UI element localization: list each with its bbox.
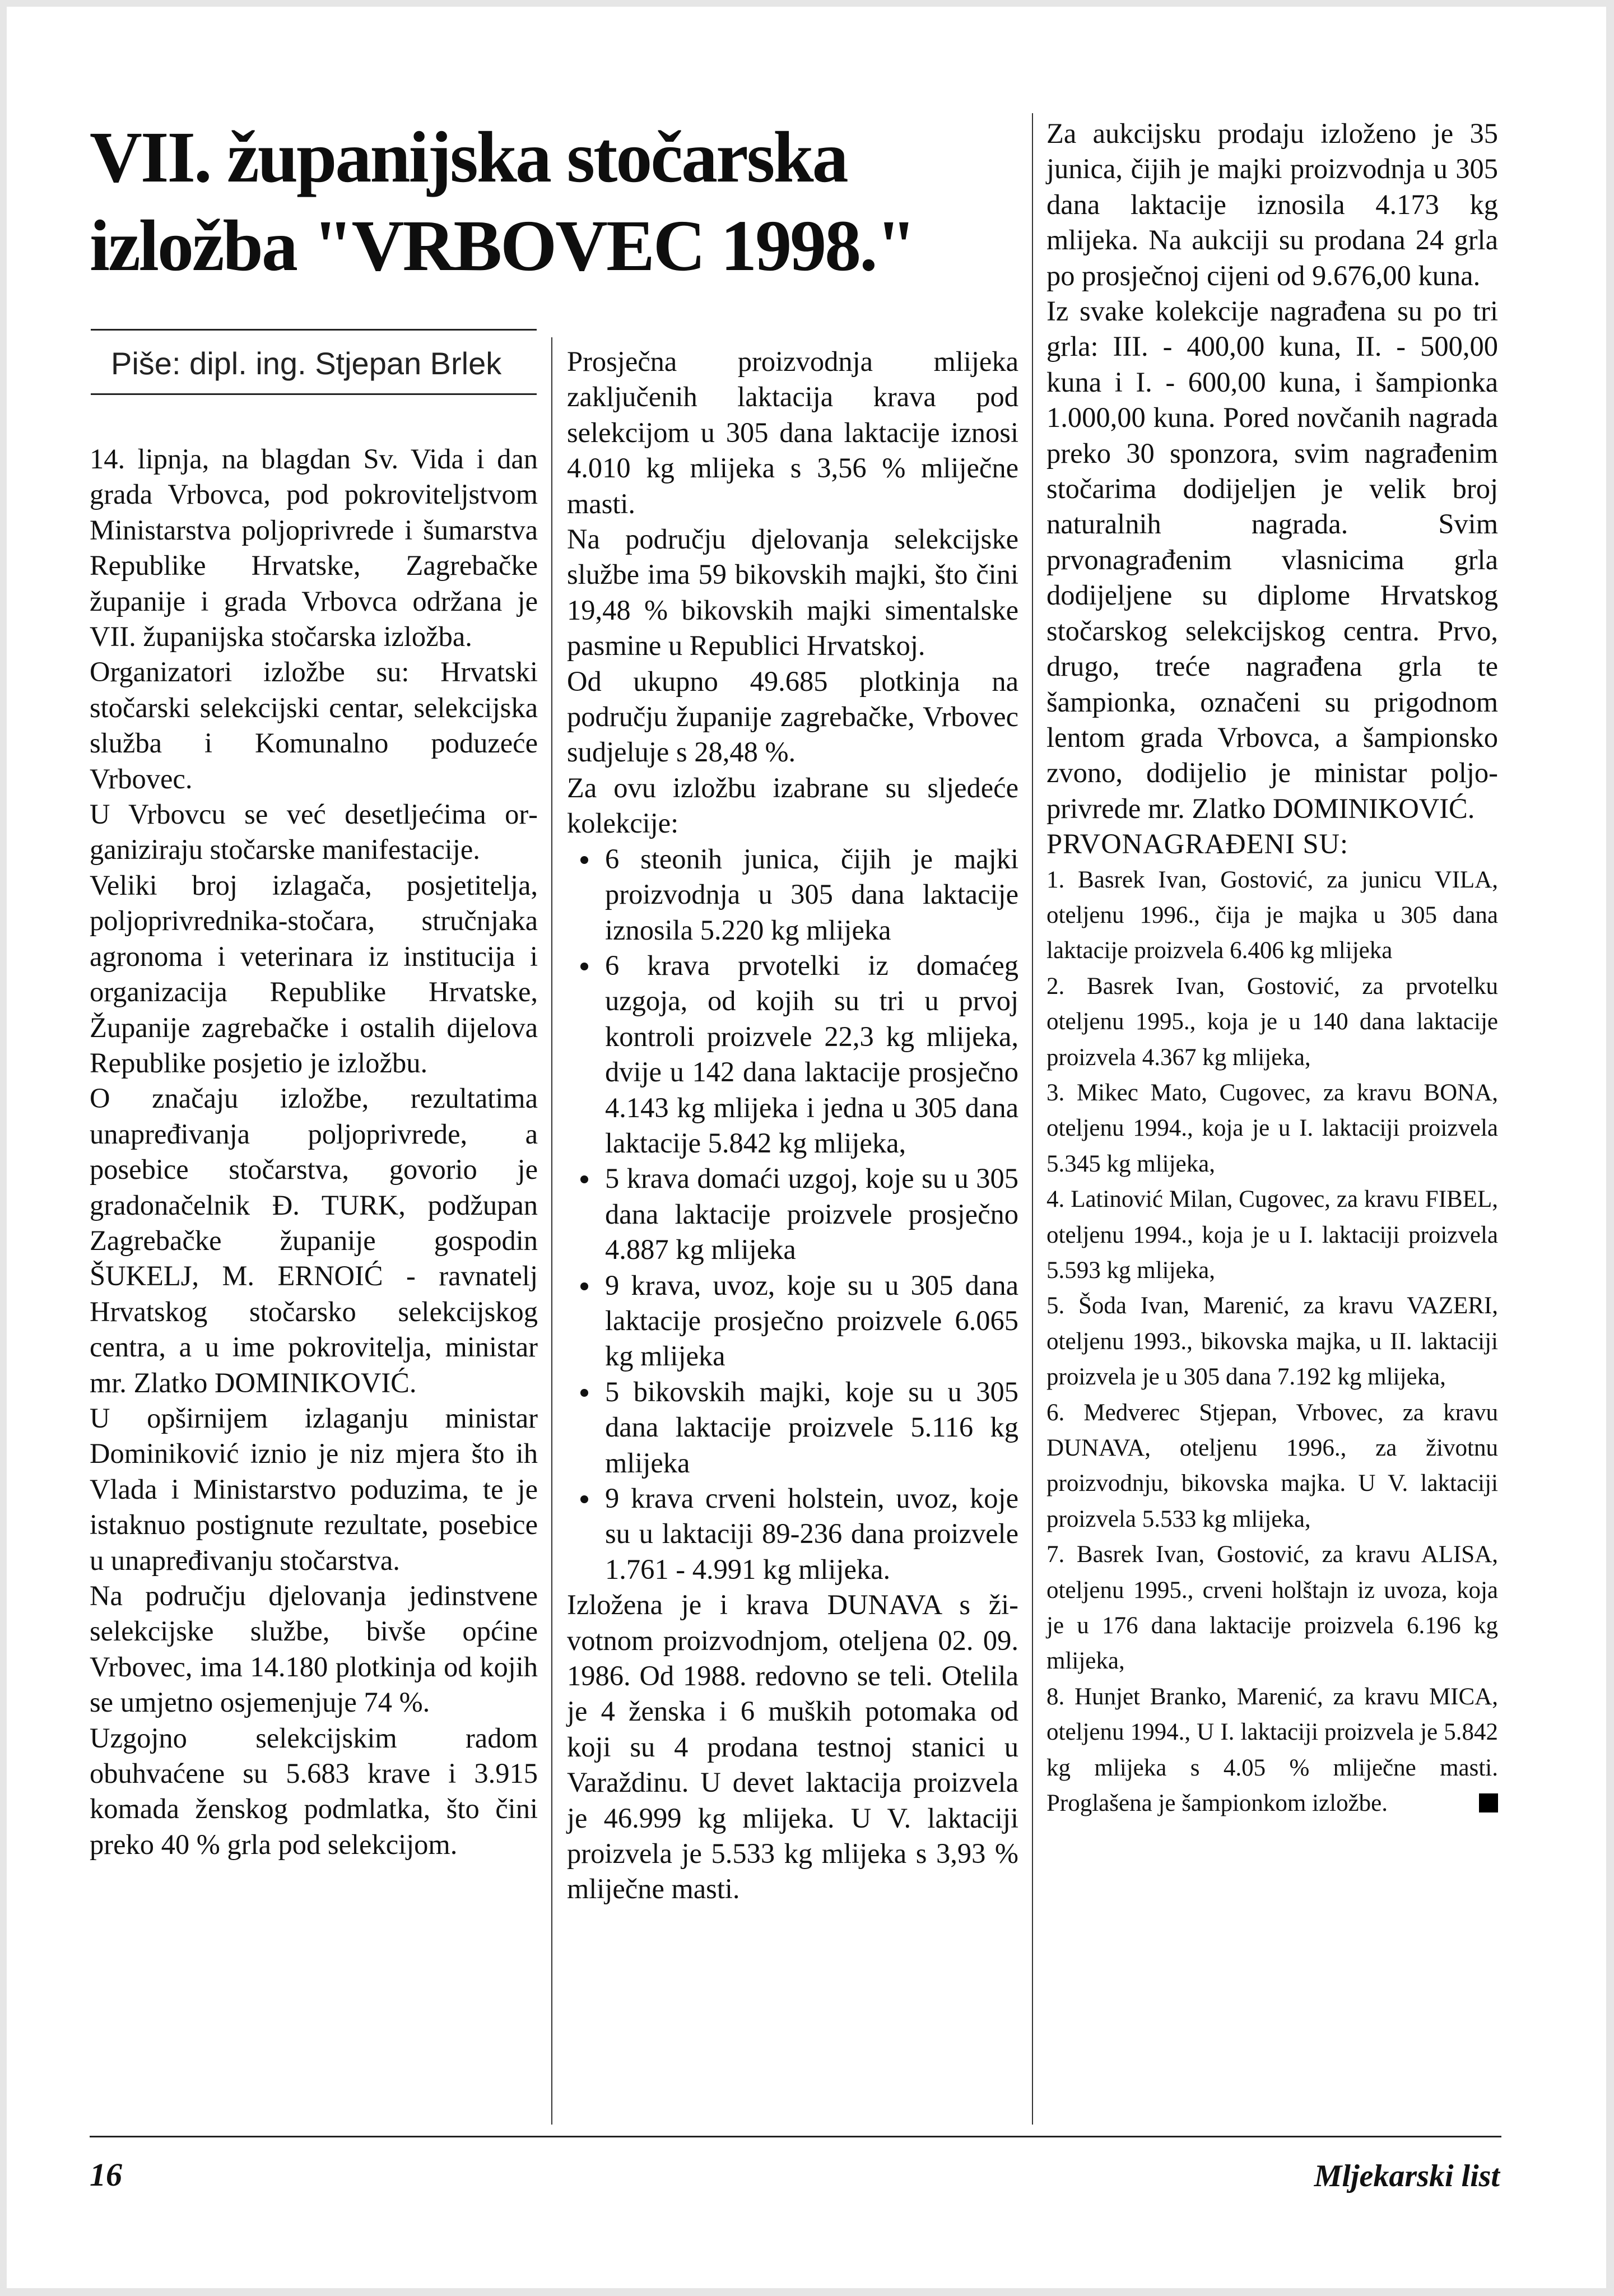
- collection-item: 5 krava domaći uzgoj, koje su u 305 dana laktacije proizvele prosječno 4.887 kg mlijeka: [567, 1161, 1018, 1267]
- col1-paragraph: O značaju izložbe, rezultatima unapređivanja poljoprivrede, a posebice stočarstva, govorio je gradonačelnik Đ. TURK, podžupan Zagrebačke županije gospodin ŠUKELJ, M. ERNOIĆ - ravnatelj Hrvatskog stočarsko selekcijskog centra, a u ime pokrovitelja, ministar mr. Zlatko DOMINIKOVIĆ.: [90, 1082, 538, 1398]
- col2-paragraph: Izložena je i krava DUNAVA s životnom proizvodnjom, oteljena 02. 09. 1986. Od 1988. redovno se teli. Otelila je 4 ženska i 6 muških potomaka od koji su 4 prodana testnoj stanici u Varaždinu. U devet laktacija proizvela je 46.999 kg mlijeka. U V. laktaciji proizvela je 5.533 kg mlijeka s 3,93 % mliječne masti.: [567, 1589, 1018, 1905]
- byline-rule-top: [91, 329, 537, 331]
- winner-entry: 4. Latinović Milan, Cugovec, za kravu FIBEL, oteljenu 1994., koja je u I. laktaciji proizvela 5.593 kg mlijeka,: [1046, 1186, 1498, 1284]
- winner-entry: 5. Šoda Ivan, Marenić, za kravu VAZERI, oteljenu 1993., bikovska majka, u II. laktaciji proizvela je u 305 dana 7.192 kg mlijeka,: [1046, 1293, 1498, 1391]
- winners-heading: PRVONAGRAĐENI SU:: [1046, 828, 1349, 860]
- winner-entry: [1046, 1679, 1498, 1821]
- col2-paragraph: Prosječna proizvodnja mlijeka zaključenih laktacija krava pod selekcijom u 305 dana laktacije iznosi 4.010 kg mlijeka s 3,56 % mliječne masti.: [567, 346, 1018, 519]
- col1-paragraph: Na području djelovanja jedinstvene selekcijske službe, bivše općine Vrbovec, ima 14.180 plotkinja od kojih se umjetno osjemenjuje 74 %.: [90, 1580, 538, 1718]
- col2-paragraph: Za ovu izložbu izabrane su sljedeće kolekcije:: [567, 771, 1018, 839]
- col1-paragraph: U Vrbovcu se već desetljećima organiziraju stočarske manifestacije.: [90, 798, 538, 866]
- magazine-page: [7, 7, 1606, 2288]
- article-title: [90, 113, 930, 290]
- collection-item: 9 krava crveni holstein, uvoz, koje su u laktaciji 89-236 dana proizvele 1.761 - 4.991 kg mlijeka.: [567, 1481, 1018, 1587]
- col1-paragraph: 14. lipnja, na blagdan Sv. Vida i dan grada Vrbovca, pod pokroviteljstvom Ministarstva poljoprivrede i šumarstva Republike Hrvatske, Zagrebačke županije i grada Vrbovca održana je VII. županijska stočarska izložba.: [90, 443, 538, 653]
- title-line-2: izložba "VRBOVEC 1998.": [90, 206, 915, 286]
- magazine-name: Mljekarski list: [1314, 2159, 1500, 2193]
- end-of-article-mark: [1479, 1793, 1498, 1812]
- title-line-1: VII. županijska stočarska: [90, 117, 847, 198]
- winner-entry: 1. Basrek Ivan, Gostović, za junicu VILA, oteljenu 1996., čija je majka u 305 dana laktacije proizvela 6.406 kg mlijeka: [1046, 866, 1498, 964]
- winner-entry-text: 8. Hunjet Branko, Marenić, za kravu MICA, oteljenu 1994., U I. laktaciji proizvela je 5.842 kg mlijeka s 4.05 % mliječne masti. Proglašena je šampionkom izložbe.: [1046, 1683, 1498, 1817]
- winner-entry: 7. Basrek Ivan, Gostović, za kravu ALISA, oteljenu 1995., crveni holštajn iz uvoza, koja je u 176 dana laktacije proizvela 6.196 kg mlijeka,: [1046, 1541, 1498, 1675]
- col3-paragraph: Za aukcijsku prodaju izloženo je 35 junica, čijih je majki proizvodnja u 305 dana laktacije iznosila 4.173 kg mlijeka. Na aukciji su prodana 24 grla po prosječnoj cijeni od 9.676,00 kuna.: [1046, 118, 1498, 291]
- col1-paragraph: U opširnijem izlaganju ministar Dominiković iznio je niz mjera što ih Vlada i Ministarstvo poduzima, te je istaknuo postignute rezultate, posebice u unapređivanju stočarstva.: [90, 1402, 538, 1576]
- footer-rule: [90, 2136, 1501, 2137]
- byline-rule-bottom: [91, 393, 537, 395]
- column-1: [90, 441, 538, 1862]
- winner-entry: 6. Medverec Stjepan, Vrbovec, za kravu DUNAVA, oteljenu 1996., za životnu proizvodnju, bikovska majka. U V. laktaciji proizvela 5.533 kg mlijeka,: [1046, 1399, 1498, 1532]
- winner-entry: 3. Mikec Mato, Cugovec, za kravu BONA, oteljenu 1994., koja je u I. laktaciji proizvela 5.345 kg mlijeka,: [1046, 1079, 1498, 1177]
- col3-paragraph: Iz svake kolekcije nagrađena su po tri grla: III. - 400,00 kuna, II. - 500,00 kuna i I. - 600,00 kuna, i šampionka 1.000,00 kuna. Pored novčanih nagrada preko 30 sponzora, svim nagrađenim stočarima dodijeljen je velik broj naturalnih nagrada. Svim prvonagrađenim vlasnicima grla dodijeljene su diplome Hrvatskog stočarskog selekcijskog centra. Prvo, drugo, treće nagrađena grla te šampionka, označeni su prigodnom lentom grada Vrbovca, a šampionsko zvono, dodijelio je ministar poljoprivrede mr. Zlatko DOMINIKOVIĆ.: [1046, 295, 1498, 824]
- col1-paragraph: Organizatori izložbe su: Hrvatski stočarski selekcijski centar, selekcijska služba i Komunalno poduzeće Vrbovec.: [90, 656, 538, 794]
- collection-list: [567, 842, 1018, 1588]
- collection-item: 6 krava prvotelki iz domaćeg uzgoja, od kojih su tri u prvoj kontroli proizvele 22,3 kg mlijeka, dvije u 142 dana laktacije prosječno 4.143 kg mlijeka i jedna u 305 dana laktacije 5.842 kg mlijeka,: [567, 948, 1018, 1161]
- byline: Piše: dipl. ing. Stjepan Brlek: [111, 346, 502, 381]
- collection-item: 6 steonih junica, čijih je majki proizvodnja u 305 dana laktacije iznosila 5.220 kg mlijeka: [567, 842, 1018, 948]
- winner-entry: 2. Basrek Ivan, Gostović, za prvotelku oteljenu 1995., koja je u 140 dana laktacije proizvela 4.367 kg mlijeka,: [1046, 973, 1498, 1071]
- column-3: [1046, 116, 1498, 1821]
- column-2: [567, 344, 1018, 1907]
- col1-paragraph: Veliki broj izlagača, posjetitelja, poljoprivrednika-stočara, stručnjaka agronoma i veterinara iz institucija i organizacija Republike Hrvatske, Županije zagrebačke i ostalih dijelova Republike posjetio je izložbu.: [90, 869, 538, 1079]
- col1-paragraph: Uzgojno selekcijskim radom obuhvaćene su 5.683 krave i 3.915 komada ženskog podmlatka, što čini preko 40 % grla pod selekcijom.: [90, 1722, 538, 1860]
- col2-paragraph: Na području djelovanja selekcijske službe ima 59 bikovskih majki, što čini 19,48 % bikovskih majki simentalske pasmine u Republici Hrvatskoj.: [567, 523, 1018, 662]
- column-divider-1: [551, 337, 552, 2125]
- page-number: 16: [90, 2156, 122, 2193]
- column-divider-2: [1032, 113, 1033, 2125]
- collection-item: 5 bikovskih majki, koje su u 305 dana laktacije proizvele 5.116 kg mlijeka: [567, 1374, 1018, 1481]
- col2-paragraph: Od ukupno 49.685 plotkinja na području županije zagrebačke, Vrbovec sudjeluje s 28,48 %.: [567, 665, 1018, 768]
- collection-item: 9 krava, uvoz, koje su u 305 dana laktacije prosječno proizvele 6.065 kg mlijeka: [567, 1268, 1018, 1374]
